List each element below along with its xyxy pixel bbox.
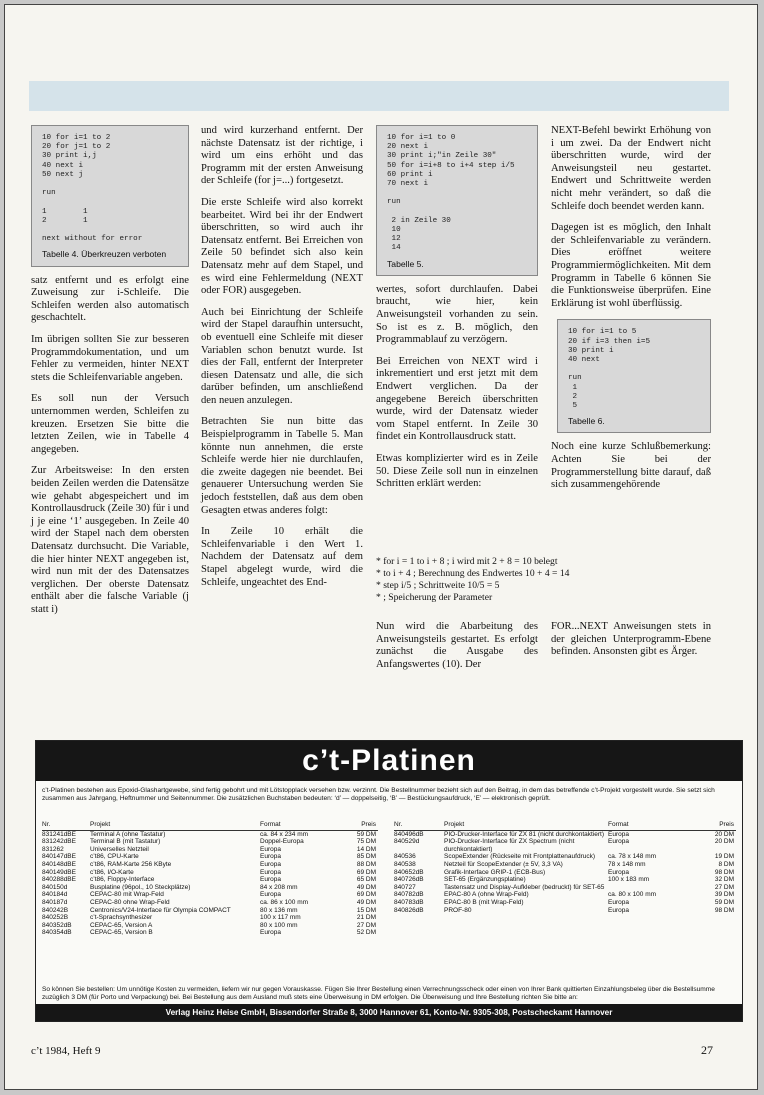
cell-projekt: CEPAC-65, Version B [90,929,153,937]
cell-preis: 59 DM [714,898,734,906]
table-row [42,846,378,854]
cell-format: Europa [608,898,629,906]
code-listing-table-6 [557,319,711,433]
cell-nr: 840536 [394,853,416,861]
cell-format: Europa [608,868,629,876]
cell-preis: 39 DM [714,891,734,899]
cell-nr: 840826dB [394,906,424,914]
table-row [394,830,736,838]
cell-preis: 98 DM [714,868,734,876]
issue-label: c’t 1984, Heft 9 [31,1045,101,1057]
cell-nr: 840727 [394,883,416,891]
code-listing-table-4 [31,125,189,267]
cell-format: 78 x 148 mm [608,860,646,868]
table-row [394,853,736,861]
ad-title: c’t-Platinen [36,741,742,781]
cell-preis: 27 DM [356,921,376,929]
cell-format: Europa [608,830,629,838]
cell-projekt: PIO-Drucker-Interface für ZX 81 (nicht durchkontaktiert) [444,830,605,838]
cell-projekt: PROF-80 [444,906,472,914]
table-caption: Tabelle 5. [387,258,424,269]
column-4-continued [551,621,711,668]
cell-nr: 840147dBE [42,853,76,861]
paragraph: Betrachten Sie nun bitte das Beispielprogramm in Tabelle 5. Man könnte nun annehmen, die erste Schleife werde hier nie durchlaufen, die zweite dagegen nie beendet. Bei genauerer Untersuchung werden Sie jedoch feststellen, daß aus dem oben Gesagten etwas anderes folgt: [201,416,363,516]
col-header-projekt: Projekt [444,821,608,830]
table-row [394,838,736,853]
page [4,4,758,1090]
table-caption: Tabelle 4. Überkreuzen verboten [42,249,167,260]
cell-projekt: Terminal A (ohne Tastatur) [90,830,166,838]
cell-format: Europa [260,845,281,853]
col-header-nr: Nr. [42,821,90,830]
table-caption: Tabelle 6. [568,416,605,427]
column-2 [201,125,363,598]
cell-projekt: PIO-Drucker-Interface für ZX Spectrum (nicht durchkontaktiert) [444,838,575,853]
cell-nr: 840352dB [42,921,72,929]
column-3 [376,125,538,500]
paragraph: Die erste Schleife wird also korrekt bearbeitet. Wird bei ihr der Endwert überschritten, so wird auch ihr Datensatz entfernt. Bei Erreichen von Zeile 50 befindet sich also kein Datensatz mehr auf dem Stapel, und es wird eine Fehlermeldung (NEXT oder FOR) ausgegeben. [201,196,363,297]
paragraph: und wird kurzerhand entfernt. Der nächste Datensatz ist der richtige, i wird um eins erhöht und das Programm mit der ersten Anweisung der Schleife (for j=...) fortgesetzt. [201,125,363,187]
paragraph: Im übrigen sollten Sie zur besseren Programmdokumentation, und um Fehler zu vermeiden, hinter NEXT stets die Schleifenvariable angeben. [31,334,189,383]
cell-nr: 840187d [42,898,68,906]
cell-preis: 69 DM [356,868,376,876]
cell-preis: 85 DM [356,853,376,861]
col-header-format: Format [260,821,344,830]
formula-line: * to i + 4 ; Berechnung des Endwertes 10 + 4 = 14 [376,568,570,579]
ad-intro: c’t-Platinen bestehen aus Epoxid-Glashartgewebe, sind fertig gebohrt und mit Lötstopplack versehen bzw. verzinnt. Die Bestellnummer bezieht sich auf den Beitrag, in dem das betreffende c’t-Projekt vorgestellt wurde. Sie setzt sich zusammen aus Jahrgang, Heftnummer und Seitennummer. Die zusätzlichen Buchstaben bedeuten: ‘d’ — doppelseitig, ‘B’ — Bestückungsaufdruck, ‘E’ — elektronisch geprüft. [42,787,715,802]
formula-line: * step i/5 ; Schrittweite 10/5 = 5 [376,580,500,591]
cell-projekt: Grafik-Interface GRIP-1 (ECB-Bus) [444,868,546,876]
cell-format: ca. 84 x 234 mm [260,830,309,838]
paragraph: Zur Arbeitsweise: In den ersten beiden Zeilen werden die Datensätze wie gehabt abgespeichert und im Kontrollausdruck (Zeile 30) für i und j je eine ‘1’ ausgegeben. In Zeile 40 wird der Stapel nach dem obersten Datensatz durchsucht. Die Variable, die hier hinter NEXT angegeben ist, wird nun mit der des Datensatzes verglichen. Der oberste Datensatz enthält aber die falsche Variable (j statt i) [31,465,189,615]
table-row [42,922,378,930]
cell-projekt: c’t86, CPU-Karte [90,853,139,861]
code-listing-table-5 [376,125,538,276]
cell-nr: 840496dB [394,830,424,838]
cell-preis: 69 DM [356,891,376,899]
table-row [42,929,378,937]
cell-format: 100 x 117 mm [260,914,301,922]
cell-format: 84 x 208 mm [260,883,298,891]
cell-projekt: c’t86, I/O-Karte [90,868,134,876]
price-table-right [394,821,736,914]
col-header-preis: Preis [344,821,378,830]
cell-format [608,884,700,892]
table-row [42,884,378,892]
cell-format: Europa [260,868,281,876]
cell-preis: 59 DM [356,830,376,838]
cell-format: 80 x 100 mm [260,921,298,929]
cell-preis: 27 DM [714,883,734,891]
cell-format: ca. 78 x 148 mm [608,853,657,861]
cell-projekt: ScopeExtender (Rückseite mit Frontplattenaufdruck) [444,853,596,861]
column-1 [31,125,189,625]
table-row [42,907,378,915]
code-text: 10 for i=1 to 2 20 for j=1 to 2 30 print i,j 40 next i 50 next j run 1 1 2 1 next without for error [42,134,143,244]
cell-preis: 14 DM [356,845,376,853]
paragraph: Es soll nun der Versuch unternommen werden, Schleifen zu kreuzen. Ersetzen Sie bitte die letzten Zeilen, wie in Tabelle 4 angegeben. [31,393,189,455]
cell-projekt: CEPAC-65, Version A [90,921,153,929]
cell-preis: 65 DM [356,876,376,884]
table-row [394,876,736,884]
paragraph: wertes, sofort durchlaufen. Dabei braucht, wie hier, kein Anweisungsteil vorhanden zu sein. So ist es z. B. möglich, den Programmablauf zu verzögern. [376,283,538,346]
table-row [394,907,736,915]
formula-block [376,556,716,604]
table-row [394,869,736,877]
cell-preis: 49 DM [356,883,376,891]
paragraph: FOR...NEXT Anweisungen stets in der gleichen Unterprogramm-Ebene befinden. Ansonsten gibt es Ärger. [551,621,711,658]
cell-preis: 20 DM [714,830,734,838]
cell-nr: 840242B [42,906,69,914]
paragraph: Bei Erreichen von NEXT wird i inkrementiert und erst jetzt mit dem Endwert verglichen. Da der angegebene Bereich überschritten wurde, wird der Datensatz wieder vom Stapel entfernt. In Zeile 30 findet ein Kontrollausdruck statt. [376,355,538,443]
table-row [394,884,736,892]
paragraph: Etwas komplizierter wird es in Zeile 50. Diese Zeile soll nun in einzelnen Schritten erklärt werden: [376,452,538,490]
table-row [42,861,378,869]
paragraph: Dagegen ist es möglich, den Inhalt der Schleifenvariable zu verändern. Dies eröffnet weitere Programmiermöglichkeiten. Mit dem Programm in Tabelle 6 können Sie die Funktionsweise überprüfen. Eine Erklärung ist wohl überflüssig. [551,222,711,309]
cell-nr: 840149dBE [42,868,76,876]
cell-nr: 840782dB [394,891,424,899]
cell-nr: 840726dB [394,876,424,884]
cell-nr: 831242dBE [42,838,76,846]
paragraph: Noch eine kurze Schlußbemerkung: Achten Sie bei der Programmerstellung bitte darauf, daß sich zusammengehörende [551,441,711,491]
column-4 [551,125,711,501]
cell-preis: 32 DM [714,876,734,884]
cell-projekt: CEPAC-80 ohne Wrap-Feld [90,898,170,906]
paragraph: NEXT-Befehl bewirkt Erhöhung von i um zwei. Da der Endwert nicht überschritten wurde, wird der Anweisungsteil neu gestartet. Endwert und Schrittweite werden nicht mehr verändert, so daß die Schleife doch beendet werden kann. [551,125,711,212]
cell-projekt: EPAC-80 A (ohne Wrap-Feld) [444,891,529,899]
cell-nr: 840354dB [42,929,72,937]
cell-format: 80 x 136 mm [260,906,298,914]
col-header-projekt: Projekt [90,821,260,830]
table-row [42,914,378,922]
cell-preis: 88 DM [356,860,376,868]
col-header-format: Format [608,821,700,830]
paragraph: satz entfernt und es erfolgt eine Zuweisung zur i-Schleife. Die Schleifen werden also automatisch geschachtelt. [31,274,189,324]
cell-preis: 75 DM [356,838,376,846]
cell-nr: 840148dBE [42,860,76,868]
ad-publisher-address: Verlag Heinz Heise GmbH, Bissendorfer Straße 8, 3000 Hannover 61, Konto-Nr. 9305-308, Postscheckamt Hannover [36,1004,742,1021]
table-row [42,838,378,846]
cell-nr: 840652dB [394,868,424,876]
cell-nr: 831262 [42,845,64,853]
cell-projekt: EPAC-80 B (mit Wrap-Feld) [444,898,524,906]
cell-nr: 840529d [394,838,420,846]
cell-projekt: c’t-Sprachsynthesizer [90,914,153,922]
header-color-band [29,81,729,111]
table-row [394,861,736,869]
cell-format: ca. 80 x 100 mm [608,891,657,899]
cell-nr: 831241dBE [42,830,76,838]
cell-projekt: c’t86, Floppy-Interface [90,876,155,884]
cell-projekt: Busplatine (96pol., 10 Steckplätze) [90,883,191,891]
cell-preis: 15 DM [356,906,376,914]
cell-format: Doppel-Europa [260,838,304,846]
formula-line: * ; Speicherung der Parameter [376,592,493,603]
cell-format: Europa [260,891,281,899]
price-table-left [42,821,378,937]
formula-line: * for i = 1 to i + 8 ; i wird mit 2 + 8 = 10 belegt [376,556,558,567]
paragraph: In Zeile 10 erhält die Schleifenvariable i den Wert 1. Nachdem der Datensatz auf dem Stapel abgelegt wurde, wird die Schleife, ungeachtet des End- [201,526,363,588]
cell-format: Europa [608,838,629,846]
code-text: 10 for i=1 to 5 20 if i=3 then i=5 30 print i 40 next run 1 2 5 [568,328,651,410]
table-row [42,869,378,877]
table-row [42,876,378,884]
cell-projekt: Universelles Netzteil [90,845,149,853]
cell-nr: 840252B [42,914,69,922]
cell-preis: 21 DM [356,914,376,922]
cell-preis: 20 DM [714,838,734,846]
table-row [42,891,378,899]
cell-format: Europa [260,860,281,868]
cell-projekt: c’t86, RAM-Karte 256 KByte [90,860,172,868]
cell-preis: 19 DM [714,853,734,861]
code-text: 10 for i=1 to 0 20 next i 30 print i;"in Zeile 30" 50 for i=i+8 to i+4 step i/5 60 print i 70 next i run 2 in Zeile 30 10 12 14 [387,134,515,253]
cell-format: Europa [608,906,629,914]
cell-nr: 840538 [394,860,416,868]
ad-order-note: So können Sie bestellen: Um unnötige Kosten zu vermeiden, liefern wir nur gegen Vorauskasse. Fügen Sie Ihrer Bestellung einen Verrechnungsscheck oder einen von Ihrer Bank quittierten Einzahlungsbeleg über die Bestellsumme zuzüglich 3 DM (für Porto und Verpackung) bei. Bei Bestellung aus dem Ausland muß stets eine Überweisung in DM erfolgen. Die Überweisung und Ihre Bestellung richten Sie bitte an: [42,986,715,1001]
cell-nr: 840150d [42,883,68,891]
cell-format: 100 x 183 mm [608,876,650,884]
column-3-continued [376,621,538,680]
cell-projekt: Centronics/V24-Interface für Olympia COMPACT [90,906,231,914]
table-row [42,830,378,838]
cell-preis: 49 DM [356,898,376,906]
cell-nr: 840184d [42,891,68,899]
cell-projekt: CEPAC-80 mit Wrap-Feld [90,891,164,899]
cell-projekt: SET-65 (Ergänzungsplatine) [444,876,526,884]
paragraph: Auch bei Einrichtung der Schleife wird der Stapel daraufhin untersucht, ob eventuell eine Schleife mit dieser Variablen schon benutzt wurde. Ist dies der Fall, entfernt der Interpreter diesen Datensatz und alle, die sich darüber befinden, um anschließend den neuen anzulegen. [201,306,363,406]
cell-projekt: Tastensatz und Display-Aufkleber (bedruckt) für SET-65 [444,883,605,891]
cell-format: ca. 86 x 100 mm [260,898,309,906]
cell-preis: 98 DM [714,906,734,914]
table-row [394,899,736,907]
paragraph: Nun wird die Abarbeitung des Anweisungsteils gestartet. Es erfolgt zunächst die Ausgabe des Anfangswertes (10). Der [376,621,538,670]
col-header-nr: Nr. [394,821,444,830]
cell-format: Europa [260,929,281,937]
cell-preis: 8 DM [718,860,734,868]
cell-projekt: Netzteil für ScopeExtender (± 5V, 3,3 VA) [444,860,563,868]
col-header-preis: Preis [700,821,736,830]
ad-ct-platinen [35,740,743,1022]
page-number: 27 [701,1043,713,1057]
table-row [42,853,378,861]
table-row [42,899,378,907]
cell-projekt: Terminal B (mit Tastatur) [90,838,161,846]
cell-format: Europa [260,876,281,884]
table-row [394,891,736,899]
cell-format: Europa [260,853,281,861]
cell-preis: 52 DM [356,929,376,937]
cell-nr: 840783dB [394,898,424,906]
cell-nr: 840288dBE [42,876,76,884]
